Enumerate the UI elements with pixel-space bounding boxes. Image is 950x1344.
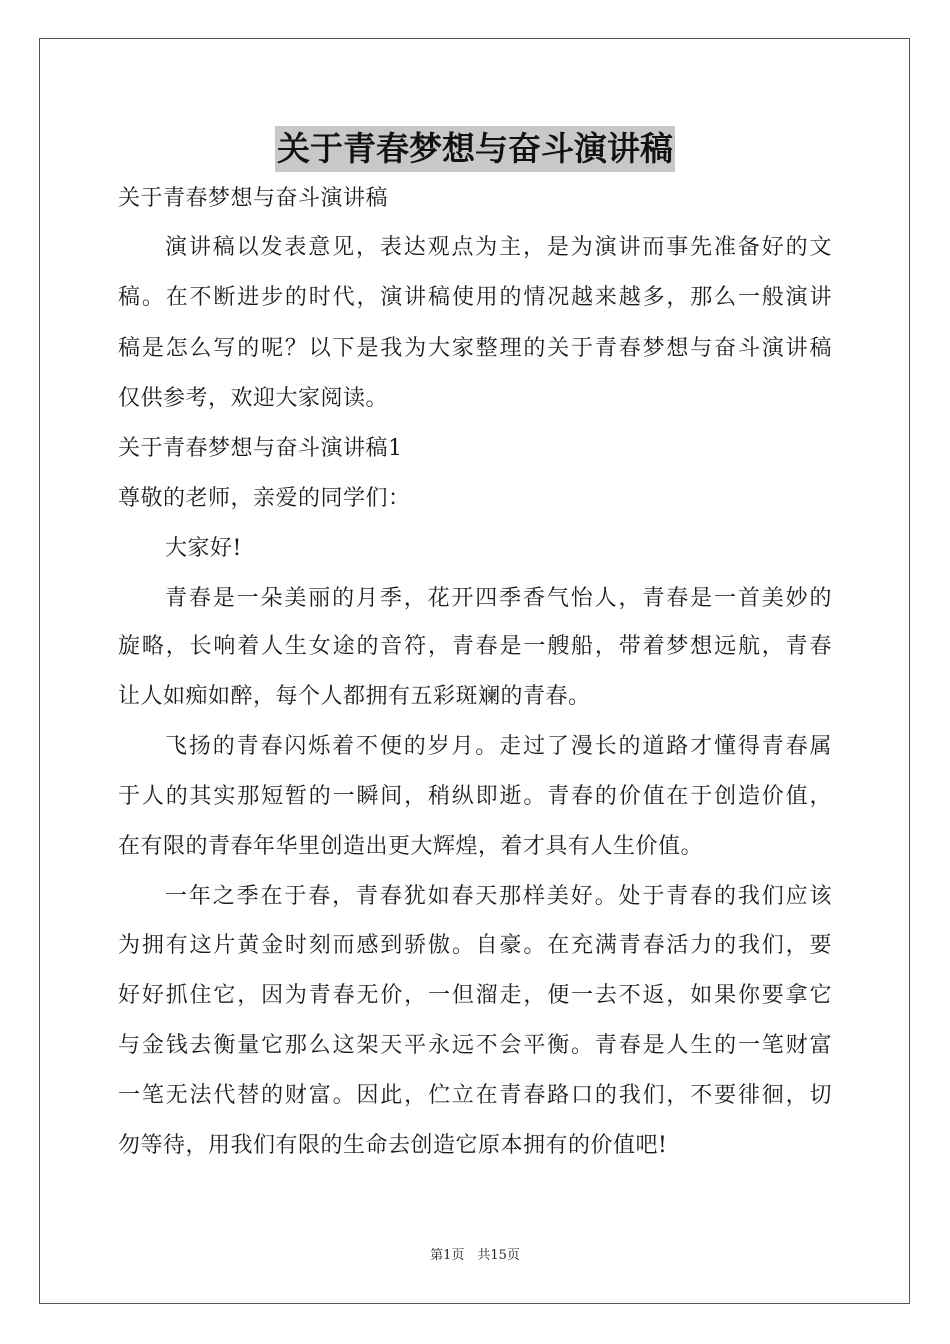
salutation-line: 尊敬的老师，亲爱的同学们： <box>118 486 411 511</box>
greeting-line: 大家好! <box>165 536 242 561</box>
para3-line-6: 勿等待，用我们有限的生命去创造它原本拥有的价值吧! <box>118 1133 668 1158</box>
intro-line-4: 仅供参考，欢迎大家阅读。 <box>118 386 389 411</box>
intro-line-2: 稿。在不断进步的时代，演讲稿使用的情况越来越多，那么一般演讲 <box>118 285 832 310</box>
para3-line-2: 为拥有这片黄金时刻而感到骄傲。自豪。在充满青春活力的我们，要 <box>118 933 832 958</box>
para2-line-1: 飞扬的青春闪烁着不便的岁月。走过了漫长的道路才懂得青春属 <box>165 734 832 759</box>
para2-line-3: 在有限的青春年华里创造出更大辉煌，着才具有人生价值。 <box>118 834 704 859</box>
para1-line-2: 旋略，长响着人生女途的音符，青春是一艘船，带着梦想远航，青春 <box>118 634 832 659</box>
section-heading-1: 关于青春梦想与奋斗演讲稿1 <box>118 436 403 461</box>
para3-line-1: 一年之季在于春，青春犹如春天那样美好。处于青春的我们应该 <box>165 884 832 909</box>
intro-line-3: 稿是怎么写的呢？以下是我为大家整理的关于青春梦想与奋斗演讲稿 <box>118 336 832 361</box>
para3-line-4: 与金钱去衡量它那么这架天平永远不会平衡。青春是人生的一笔财富 <box>118 1033 832 1058</box>
title-container <box>0 126 950 172</box>
para1-line-1: 青春是一朵美丽的月季，花开四季香气怡人，青春是一首美妙的 <box>165 586 832 611</box>
page-border <box>39 38 910 1304</box>
para1-line-3: 让人如痴如醉，每个人都拥有五彩斑斓的青春。 <box>118 684 591 709</box>
page-number-footer: 第1页 共15页 <box>430 1248 520 1263</box>
para2-line-2: 于人的其实那短暂的一瞬间，稍纵即逝。青春的价值在于创造价值， <box>118 784 832 809</box>
subtitle-line: 关于青春梦想与奋斗演讲稿 <box>118 186 389 211</box>
document-title: 关于青春梦想与奋斗演讲稿 <box>275 126 675 172</box>
intro-line-1: 演讲稿以发表意见，表达观点为主，是为演讲而事先准备好的文 <box>165 235 832 260</box>
para3-line-5: 一笔无法代替的财富。因此，伫立在青春路口的我们，不要徘徊，切 <box>118 1083 832 1108</box>
para3-line-3: 好好抓住它，因为青春无价，一但溜走，便一去不返，如果你要拿它 <box>118 983 832 1008</box>
